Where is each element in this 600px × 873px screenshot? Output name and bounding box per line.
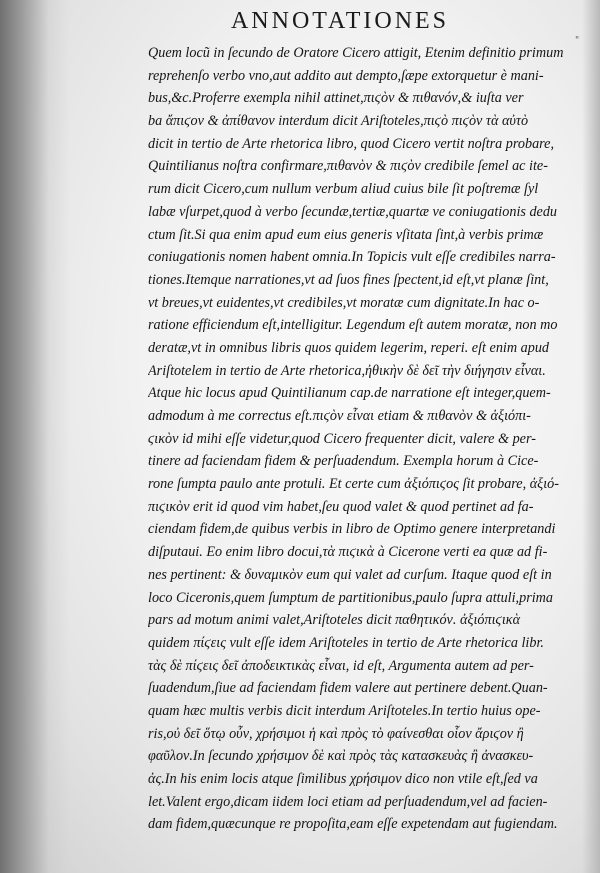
- text-line: bus,&c.Proferre exempla nihil attinet,πιϛὸν & πιθανόν,& iuſta ver: [148, 90, 524, 107]
- text-line: admodum à me correctus eſt.πιϛὸν εἶναι etiam & πιθανὸν & ἀξιόπι-: [148, 408, 531, 424]
- text-line: Quintilianus noſtra confirmare,πιθανὸν & πιϛὸν credibile ſemel ac ite-: [148, 158, 548, 175]
- text-line: coniugationis nomen habent omnia.In Topicis vult eſſe credibiles narra-: [148, 249, 556, 266]
- text-line: ratione efficiendum eſt,intelligitur. Legendum eſt autem moratæ, non mo: [148, 317, 558, 334]
- annotation-text-block: [148, 42, 568, 836]
- text-line: Quem locũ in ſecundo de Oratore Cicero attigit, Etenim definitio primum: [148, 45, 564, 61]
- text-line: ctum ſit.Si qua enim apud eum eius generis vſitata ſint,à verbis primæ: [148, 226, 544, 243]
- text-line: let.Valent ergo,dicam iidem loci etiam ad perſuadendum,vel ad facien-: [148, 793, 548, 810]
- text-line: dam fidem,quæcunque re propoſita,eam eſſe expetendam aut fugiendam.: [148, 816, 558, 833]
- text-line: φαῦλον.In ſecundo χρήσιμον δὲ καὶ πρὸς τὰς κατασκευὰς ἢ ἀνασκευ-: [148, 748, 534, 765]
- text-line: ris,οὐ δεῖ ὅτῳ οὖν, χρήσιμοι ἡ καὶ πρὸς τὸ φαίνεσθαι οἷον ἄριϛον ἢ: [148, 725, 524, 742]
- text-line: tinere ad faciendam fidem & perſuadendum. Exempla horum à Cice-: [148, 453, 539, 470]
- text-line: ϛικὸν id mihi eſſe videtur,quod Cicero frequenter dicit, valere & per-: [148, 430, 536, 447]
- text-line: ἀς.In his enim locis atque ſimilibus χρήσιμον dico non vtile eſt,ſed va: [148, 771, 538, 787]
- text-line: quam hæc multis verbis dicit interdum Ariſtoteles.In tertio huius ope-: [148, 702, 541, 719]
- text-line: Ariſtotelem in tertio de Arte rhetorica,ἠθικὴν δὲ δεῖ τὴν διήγησιν εἶναι.: [148, 362, 546, 379]
- text-line: nes pertinent: & δυναμικὸν eum qui valet ad curſum. Itaque quod eſt in: [148, 566, 552, 583]
- text-line: tiones.Itemque narrationes,vt ad ſuos fines ſpectent,id eſt,vt planæ ſint,: [148, 271, 549, 288]
- text-line: ba ἄπιϛον & ἀπίθανον interdum dicit Ariſtoteles,πιϛὸ πιϛὸν τὰ αὐτὸ: [148, 113, 529, 130]
- text-line: rum dicit Cicero,cum nullum verbum aliud cuius bile ſit poſtremæ ſyl: [148, 181, 539, 198]
- text-line: deratæ,vt in omnibus libris quos quidem legerim, reperi. eſt enim apud: [148, 339, 550, 356]
- text-line: dicit in tertio de Arte rhetorica libro, quod Cicero vertit noſtra probare,: [148, 135, 555, 152]
- text-line: pars ad motum animi valet,Ariſtoteles dicit παθητικόν. ἀξιόπιϛικὰ: [148, 612, 521, 629]
- text-line: loco Ciceronis,quem ſumptum de partitionibus,paulo ſupra attuli,prima: [148, 589, 553, 606]
- text-line: ciendam fidem,de quibus verbis in libro de Optimo genere interpretandi: [148, 521, 556, 538]
- text-line: diſputaui. Eo enim libro docui,τὰ πιϛικὰ à Cicerone verti ea quæ ad fi-: [148, 544, 548, 561]
- text-line: reprehenſo verbo vno,aut addito aut dempto,ſæpe extorquetur è mani-: [148, 67, 544, 84]
- text-line: Atque hic locus apud Quintilianum cap.de narratione eſt integer,quem-: [148, 385, 551, 402]
- text-line: vt breues,vt euidentes,vt credibiles,vt moratæ cum dignitate.In hac o-: [148, 294, 540, 311]
- page-edge-shadow: [582, 0, 600, 873]
- spine-shadow: [0, 0, 70, 873]
- text-line: πιϛικὸν erit id quod vim habet,ſeu quod valet & quod pertinet ad fa-: [148, 498, 534, 515]
- text-line: rone ſumpta paulo ante protuli. Et certe cum ἀξιόπιϛος ſit probare, ἀξιό-: [148, 476, 559, 493]
- running-head: ANNOTATIONES: [230, 8, 450, 34]
- text-line: ſuadendum,ſiue ad faciendam fidem valere aut pertinere debent.Quan-: [148, 680, 548, 697]
- text-line: τὰς δὲ πίϛεις δεῖ ἀποδεικτικὰς εἶναι, id eſt, Argumenta autem ad per-: [148, 657, 534, 674]
- folio-mark: ": [575, 36, 581, 46]
- text-line: quidem πίϛεις vult eſſe idem Ariſtoteles in tertio de Arte rhetorica libr.: [148, 634, 544, 651]
- text-line: labæ vſurpet,quod à verbo ſecundæ,tertiæ,quartæ ve coniugationis dedu: [148, 203, 558, 220]
